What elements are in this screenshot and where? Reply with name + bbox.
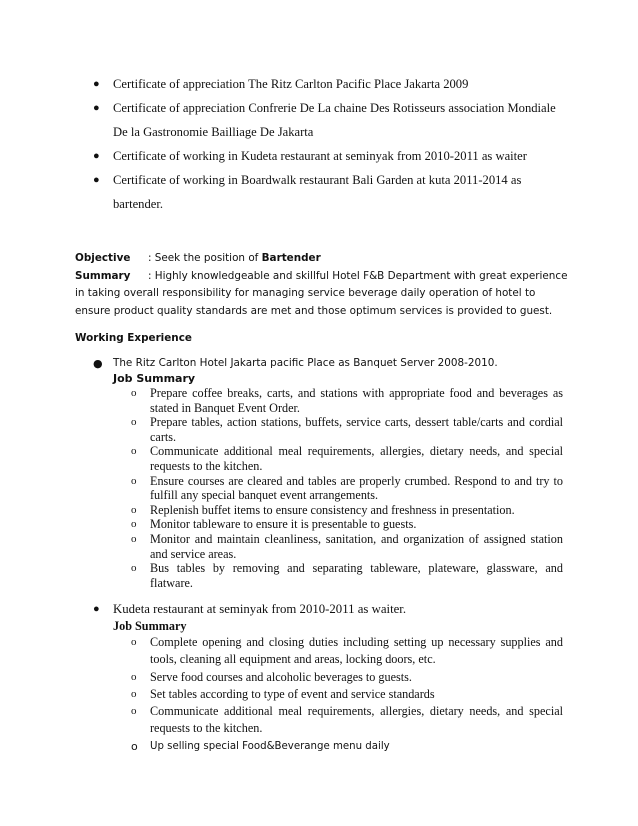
- working-experience-heading: Working Experience: [75, 332, 192, 344]
- circle-bullet-icon: o: [131, 518, 137, 531]
- certificate-item: ● Certificate of appreciation Confrerie De La chaine Des Rotisseurs association Mondiale De la Gastronomie Bailliage De Jakarta: [93, 96, 563, 144]
- certificate-item: ● Certificate of working in Kudeta restaurant at seminyak from 2010-2011 as waiter: [93, 144, 563, 168]
- job-task: o Serve food courses and alcoholic beverages to guests.: [93, 669, 563, 686]
- job-task: o Complete opening and closing duties including setting up necessary supplies and tools, cleaning all equipment and areas, locking doors, etc.: [131, 635, 563, 667]
- job-title: ● The Ritz Carlton Hotel Jakarta pacific Place as Banquet Server 2008-2010.: [93, 357, 498, 370]
- bullet-icon: ●: [93, 603, 100, 615]
- summary-line-1: : Highly knowledgeable and skillful Hotel F&B Department with great experience: [148, 269, 568, 282]
- job-task: o Ensure courses are cleared and tables are properly crumbed. Respond to and try to fulfill any special banquet event arrangements.: [131, 473, 563, 503]
- bullet-icon: ●: [93, 78, 100, 90]
- job-task: o Monitor and maintain cleanliness, sanitation, and organization of assigned station and service areas.: [131, 531, 563, 561]
- objective-label: Objective: [75, 252, 131, 264]
- objective-summary-block: [75, 250, 567, 320]
- job-task: o Bus tables by removing and separating tableware, plateware, glassware, and flatware.: [131, 561, 563, 590]
- bullet-icon: ●: [93, 174, 100, 186]
- summary-line-2: in taking overall responsibility for managing service beverage daily operation of hotel to: [75, 287, 536, 299]
- job-entry: [93, 601, 563, 755]
- circle-bullet-icon: o: [131, 387, 137, 399]
- job-summary-label: Job Summary: [113, 619, 187, 633]
- circle-bullet-icon: o: [131, 670, 137, 683]
- circle-bullet-icon: o: [131, 687, 137, 700]
- objective-row: [75, 250, 567, 268]
- circle-bullet-icon: o: [131, 474, 137, 487]
- job-summary-label: Job Summary: [113, 372, 196, 385]
- certificate-item: ● Certificate of appreciation The Ritz Carlton Pacific Place Jakarta 2009: [93, 72, 563, 96]
- objective-position: Bartender: [261, 252, 321, 264]
- circle-bullet-icon: o: [131, 416, 137, 429]
- bullet-icon: ●: [93, 102, 100, 114]
- summary-row: [75, 268, 567, 286]
- bullet-icon: ●: [93, 150, 100, 162]
- objective-prefix: : Seek the position of: [148, 252, 262, 264]
- job-title: ● Kudeta restaurant at seminyak from 2010-2011 as waiter.: [93, 602, 407, 616]
- circle-bullet-icon: o: [131, 445, 137, 458]
- circle-bullet-icon: o: [131, 739, 138, 753]
- job-task: o Up selling special Food&Beverange menu daily: [93, 738, 563, 755]
- job-task: o Replenish buffet items to ensure consistency and freshness in presentation.: [131, 502, 515, 517]
- job-task-list: [93, 386, 563, 590]
- summary-line-3: ensure product quality standards are met and those optimum services is provided to guest.: [75, 304, 553, 317]
- circle-bullet-icon: o: [131, 562, 137, 575]
- circle-bullet-icon: o: [131, 636, 137, 648]
- job-task: o Communicate additional meal requirements, allergies, dietary needs, and special requests to the kitchen.: [131, 704, 563, 736]
- job-task-list: [93, 634, 563, 755]
- bullet-icon: ●: [93, 357, 103, 370]
- circle-bullet-icon: o: [131, 503, 137, 516]
- summary-label: Summary: [75, 269, 131, 282]
- job-entry: [93, 356, 563, 590]
- certificate-item: ● Certificate of working in Boardwalk restaurant Bali Garden at kuta 2011-2014 as bartender.: [93, 168, 563, 216]
- job-task: o Monitor tableware to ensure it is presentable to guests.: [131, 517, 417, 532]
- circle-bullet-icon: o: [131, 705, 137, 718]
- certificates-list: [93, 72, 563, 216]
- job-task: o Communicate additional meal requirements, allergies, dietary needs, and special requests to the kitchen.: [131, 444, 563, 473]
- job-task: o Prepare tables, action stations, buffets, service carts, dessert table/carts and cordial carts.: [131, 415, 563, 444]
- job-task: o Prepare coffee breaks, carts, and stations with appropriate food and beverages as stated in Banquet Event Order.: [131, 386, 563, 415]
- job-task: o Set tables according to type of event and service standards: [93, 686, 563, 703]
- circle-bullet-icon: o: [131, 532, 137, 545]
